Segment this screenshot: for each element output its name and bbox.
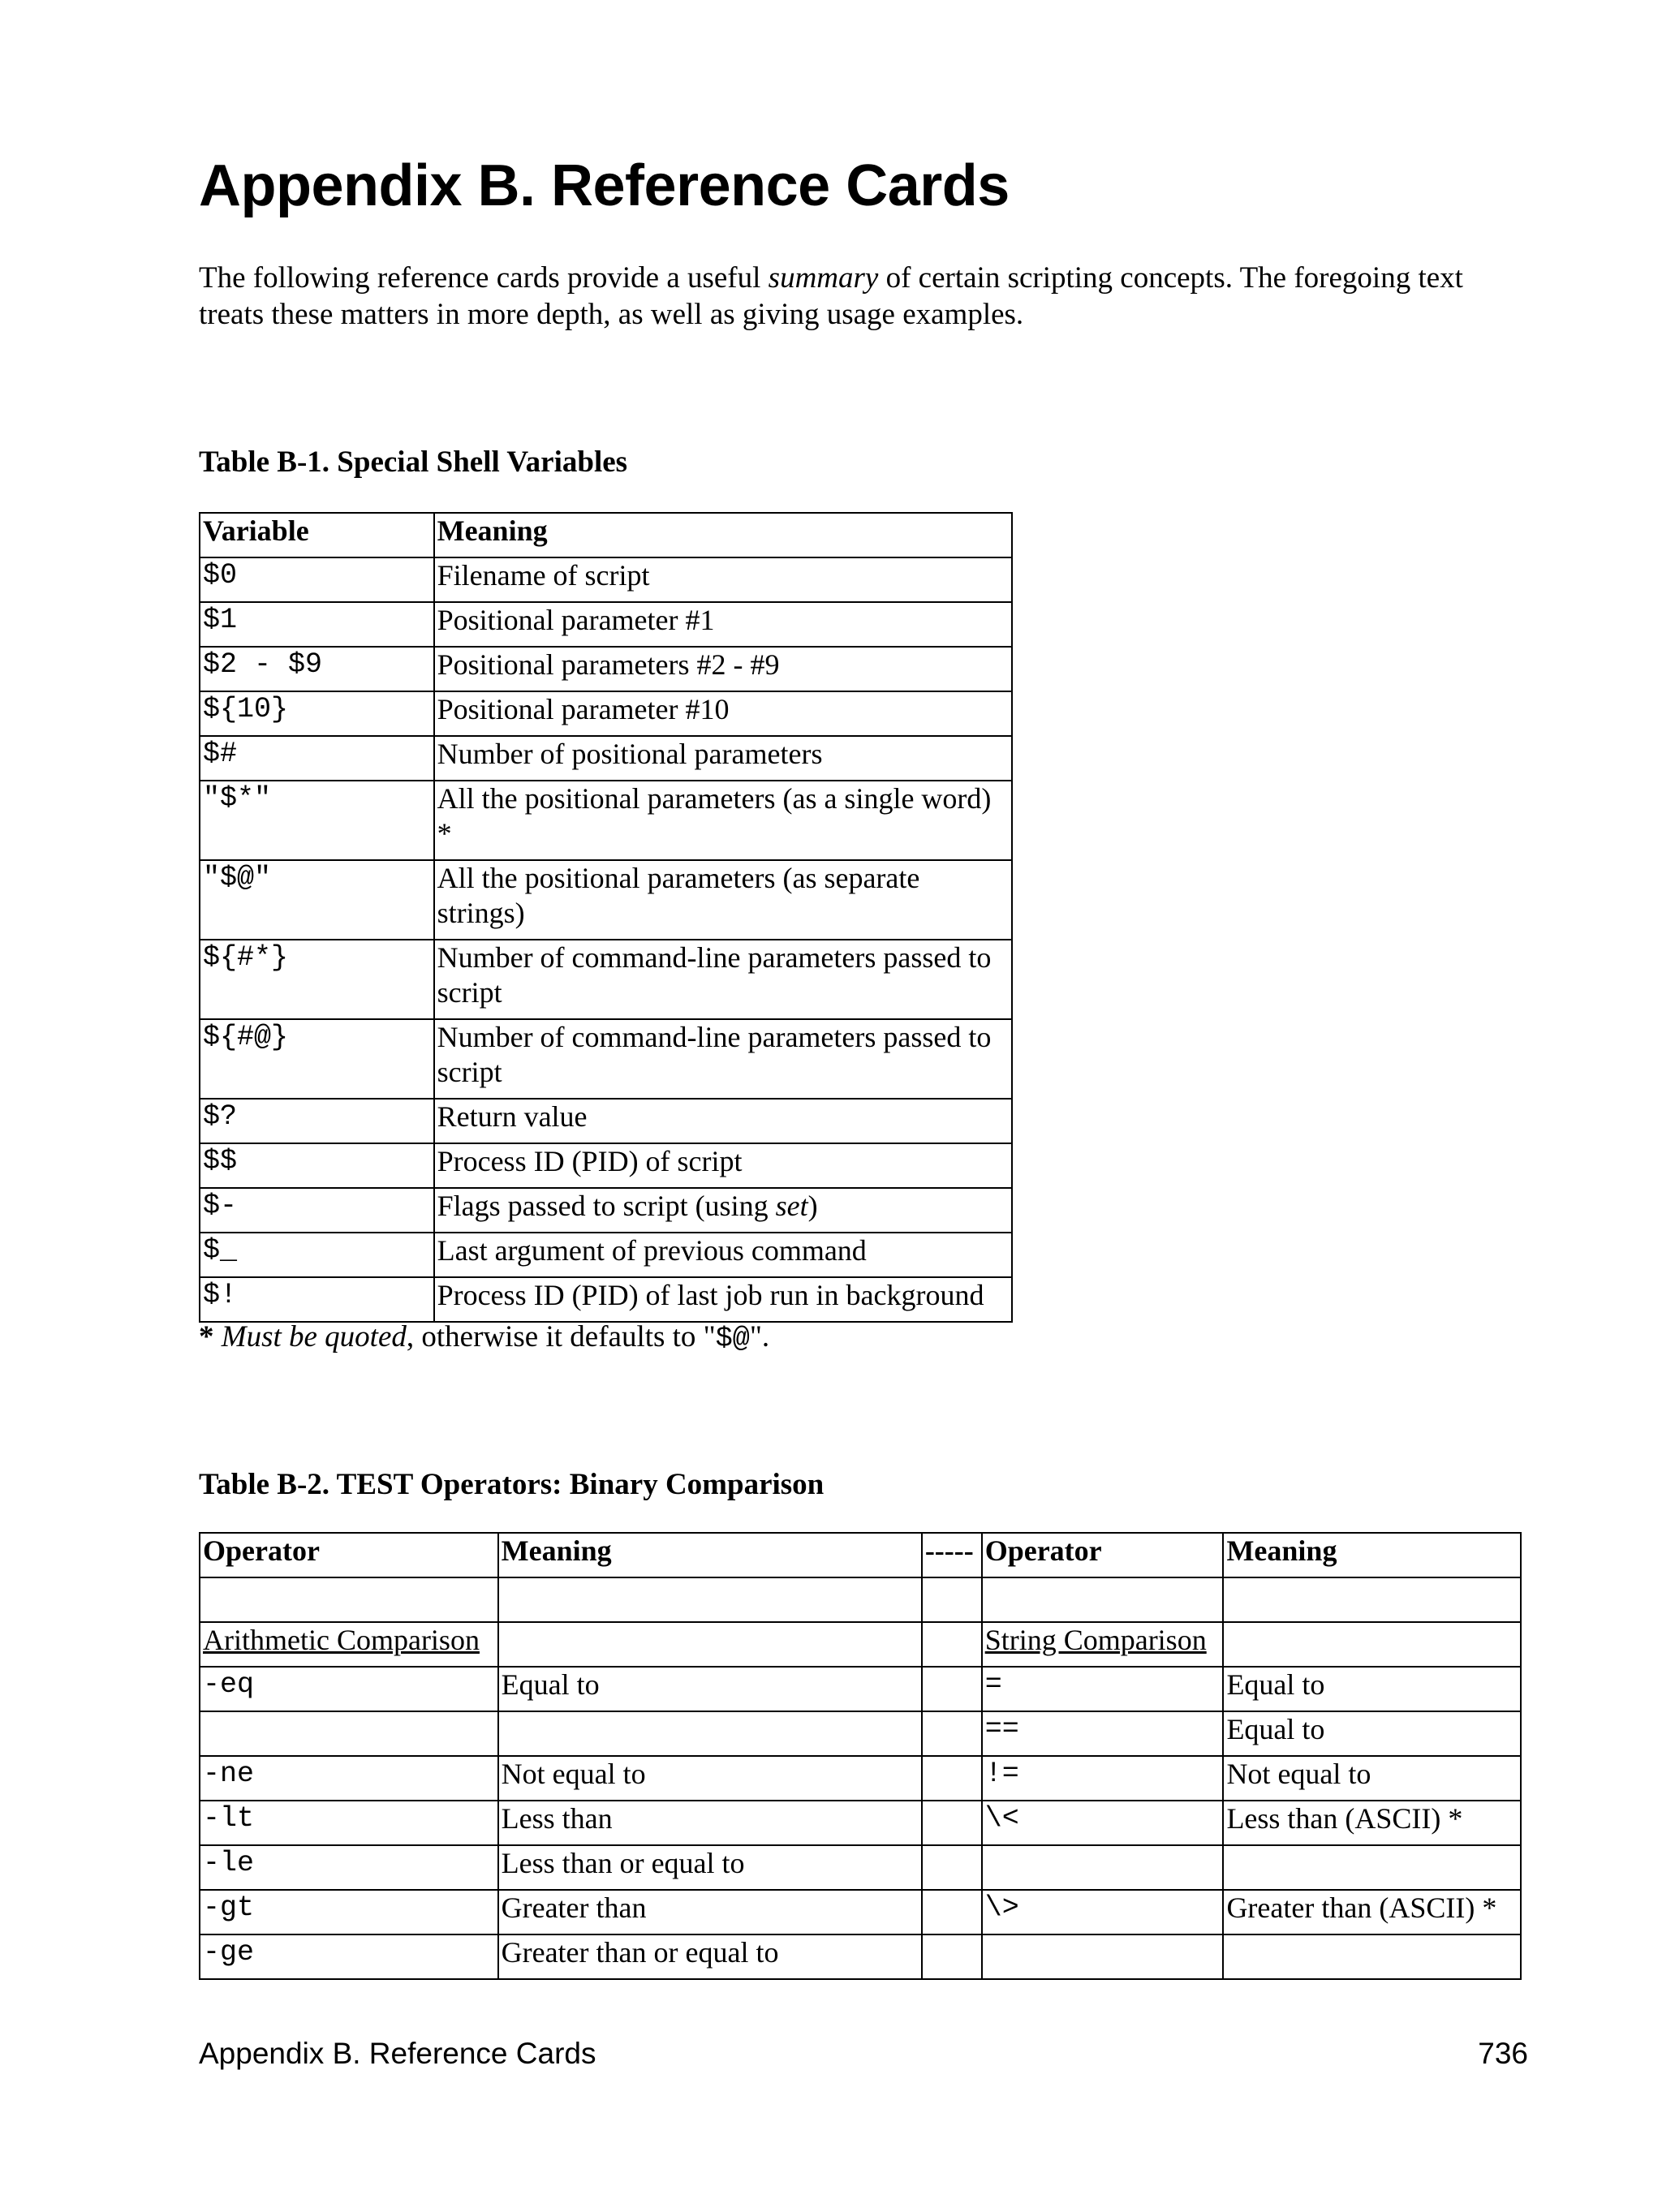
table-row	[200, 1188, 1012, 1233]
table-row	[200, 691, 1012, 736]
variable-cell: ${#*}	[200, 940, 434, 1019]
test-operators-table	[199, 1532, 1522, 1980]
meaning-cell: Process ID (PID) of last job run in background	[434, 1277, 1012, 1322]
table-row	[200, 1890, 1521, 1934]
variable-cell: $0	[200, 557, 434, 602]
operator-cell: ==	[982, 1711, 1224, 1756]
meaning-cell: Positional parameter #1	[434, 602, 1012, 647]
table-header-row	[200, 513, 1012, 557]
meaning-cell: Greater than (ASCII) *	[1223, 1890, 1521, 1934]
meaning-text-after: )	[807, 1190, 818, 1222]
table-row	[200, 1233, 1012, 1277]
meaning-cell	[1223, 1845, 1521, 1890]
variable-cell: "$*"	[200, 781, 434, 860]
table-row	[200, 1019, 1012, 1099]
operator-cell: -lt	[200, 1801, 498, 1845]
section-label-string: String Comparison	[982, 1622, 1224, 1667]
meaning-cell	[1223, 1934, 1521, 1979]
variable-cell: $1	[200, 602, 434, 647]
column-header-operator-2: Operator	[982, 1533, 1224, 1577]
meaning-cell: Equal to	[1223, 1667, 1521, 1711]
meaning-text-before: Flags passed to script (using	[437, 1190, 776, 1222]
variable-cell: "$@"	[200, 860, 434, 940]
table-row	[200, 1143, 1012, 1188]
operator-cell: -ge	[200, 1934, 498, 1979]
variable-cell: ${10}	[200, 691, 434, 736]
table-row	[200, 557, 1012, 602]
table-row	[200, 1277, 1012, 1322]
meaning-cell: Filename of script	[434, 557, 1012, 602]
meaning-cell: Less than (ASCII) *	[1223, 1801, 1521, 1845]
meaning-cell	[434, 1188, 1012, 1233]
meaning-cell: Number of command-line parameters passed to script	[434, 940, 1012, 1019]
table-row	[200, 1099, 1012, 1143]
table-row	[200, 736, 1012, 781]
footnote-code: $@	[715, 1323, 750, 1355]
meaning-cell: Last argument of previous command	[434, 1233, 1012, 1277]
table-row-blank	[200, 1577, 1521, 1622]
operator-cell: =	[982, 1667, 1224, 1711]
separator-cell	[922, 1667, 982, 1711]
empty-cell	[1223, 1622, 1521, 1667]
meaning-cell: Number of positional parameters	[434, 736, 1012, 781]
separator-cell	[922, 1890, 982, 1934]
meaning-cell: All the positional parameters (as a single word) *	[434, 781, 1012, 860]
variable-cell: $$	[200, 1143, 434, 1188]
operator-cell: !=	[982, 1756, 1224, 1801]
intro-text-after: of certain scripting concepts. The foregoing text treats these matters in more depth, as well as giving usage examples.	[199, 261, 1463, 331]
section-label-arithmetic: Arithmetic Comparison	[200, 1622, 498, 1667]
separator-cell	[922, 1756, 982, 1801]
table1-footnote	[199, 1319, 769, 1355]
meaning-cell: Equal to	[1223, 1711, 1521, 1756]
meaning-cell: Greater than	[498, 1890, 922, 1934]
table-row	[200, 1711, 1521, 1756]
operator-cell: \<	[982, 1801, 1224, 1845]
table-row	[200, 647, 1012, 691]
special-shell-variables-table	[199, 512, 1013, 1323]
empty-cell	[922, 1577, 982, 1622]
intro-emphasis: summary	[768, 261, 879, 295]
meaning-cell: Number of command-line parameters passed to script	[434, 1019, 1012, 1099]
footer-title: Appendix B. Reference Cards	[199, 2037, 596, 2070]
column-header-operator: Operator	[200, 1533, 498, 1577]
table-row	[200, 940, 1012, 1019]
separator-cell	[922, 1801, 982, 1845]
table-row	[200, 602, 1012, 647]
variable-cell: $!	[200, 1277, 434, 1322]
meaning-emphasis: set	[775, 1190, 808, 1222]
table-row	[200, 1756, 1521, 1801]
intro-text-before: The following reference cards provide a useful	[199, 261, 769, 295]
table-row	[200, 1934, 1521, 1979]
variable-cell: $?	[200, 1099, 434, 1143]
operator-cell: -ne	[200, 1756, 498, 1801]
variable-cell: $-	[200, 1188, 434, 1233]
column-header-meaning: Meaning	[498, 1533, 922, 1577]
meaning-cell: Positional parameter #10	[434, 691, 1012, 736]
operator-cell: -le	[200, 1845, 498, 1890]
meaning-cell: Process ID (PID) of script	[434, 1143, 1012, 1188]
table-header-row	[200, 1533, 1521, 1577]
meaning-cell: Equal to	[498, 1667, 922, 1711]
variable-cell: $_	[200, 1233, 434, 1277]
meaning-cell: Less than or equal to	[498, 1845, 922, 1890]
column-header-meaning-2: Meaning	[1223, 1533, 1521, 1577]
meaning-cell: Return value	[434, 1099, 1012, 1143]
table2-caption: Table B-2. TEST Operators: Binary Comparison	[199, 1468, 825, 1501]
table-row	[200, 1801, 1521, 1845]
operator-cell	[982, 1934, 1224, 1979]
meaning-cell: Not equal to	[498, 1756, 922, 1801]
table-row	[200, 860, 1012, 940]
table-row	[200, 781, 1012, 860]
meaning-cell: All the positional parameters (as separate strings)	[434, 860, 1012, 940]
meaning-cell: Greater than or equal to	[498, 1934, 922, 1979]
table-row	[200, 1667, 1521, 1711]
operator-cell: -gt	[200, 1890, 498, 1934]
variable-cell: $#	[200, 736, 434, 781]
separator-cell	[922, 1845, 982, 1890]
operator-cell	[200, 1711, 498, 1756]
footnote-star: *	[199, 1320, 214, 1353]
operator-cell	[982, 1845, 1224, 1890]
column-header-separator: -----	[922, 1533, 982, 1577]
variable-cell: ${#@}	[200, 1019, 434, 1099]
separator-cell	[922, 1711, 982, 1756]
page-title: Appendix B. Reference Cards	[199, 153, 1010, 218]
meaning-cell: Less than	[498, 1801, 922, 1845]
empty-cell	[498, 1622, 922, 1667]
empty-cell	[498, 1577, 922, 1622]
empty-cell	[200, 1577, 498, 1622]
separator-cell	[922, 1934, 982, 1979]
variable-cell: $2 - $9	[200, 647, 434, 691]
table-row	[200, 1845, 1521, 1890]
table1-caption: Table B-1. Special Shell Variables	[199, 445, 628, 479]
footnote-text: , otherwise it defaults to "	[406, 1320, 716, 1353]
operator-cell: -eq	[200, 1667, 498, 1711]
meaning-cell: Positional parameters #2 - #9	[434, 647, 1012, 691]
column-header-meaning: Meaning	[434, 513, 1012, 557]
column-header-variable: Variable	[200, 513, 434, 557]
meaning-cell: Not equal to	[1223, 1756, 1521, 1801]
empty-cell	[1223, 1577, 1521, 1622]
empty-cell	[922, 1622, 982, 1667]
meaning-cell	[498, 1711, 922, 1756]
intro-paragraph	[199, 260, 1513, 333]
operator-cell: \>	[982, 1890, 1224, 1934]
footnote-emphasis: Must be quoted	[221, 1320, 407, 1353]
empty-cell	[982, 1577, 1224, 1622]
page-number: 736	[1478, 2037, 1528, 2070]
section-row	[200, 1622, 1521, 1667]
footnote-end: ".	[749, 1320, 770, 1353]
